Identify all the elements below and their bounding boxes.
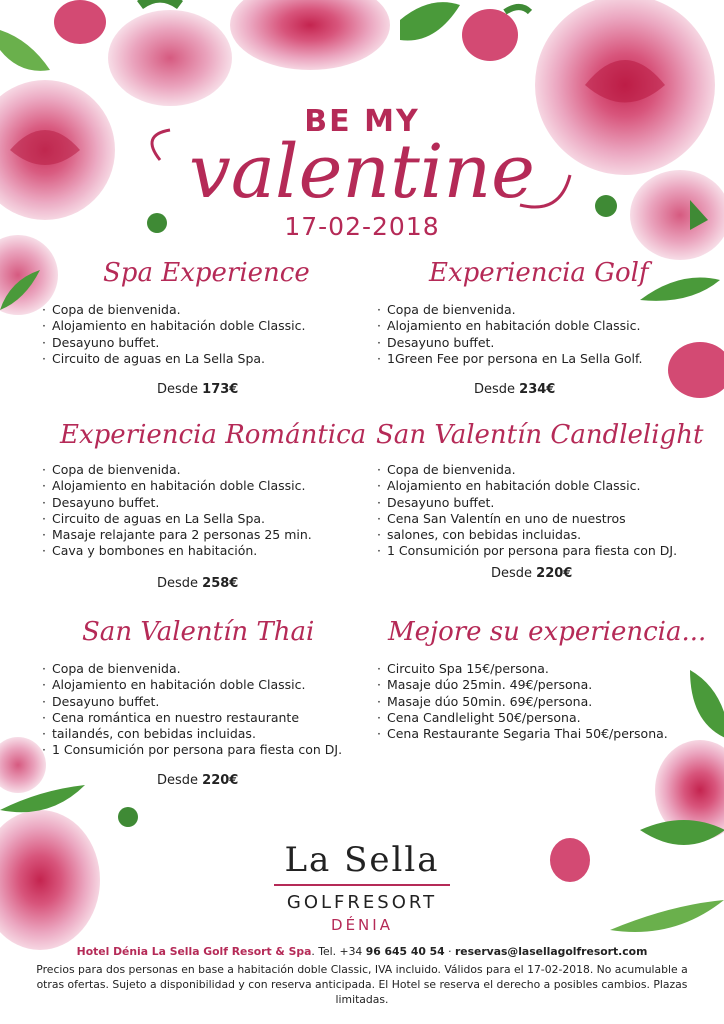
list-item: · Copa de bienvenida. bbox=[42, 661, 342, 677]
list-item: · Cena Restaurante Segaria Thai 50€/persona. bbox=[377, 726, 668, 742]
section-list-candlelight bbox=[377, 462, 677, 560]
tel-label: . Tel. +34 bbox=[311, 945, 366, 958]
section-title-mejore: Mejore su experiencia... bbox=[388, 617, 707, 647]
list-item: · Alojamiento en habitación doble Classic. bbox=[42, 677, 342, 693]
price-label: Desde bbox=[157, 576, 199, 591]
list-item: · salones, con bebidas incluidas. bbox=[377, 527, 677, 543]
price-value: 173€ bbox=[202, 382, 239, 397]
list-item: · tailandés, con bebidas incluidas. bbox=[42, 726, 342, 742]
section-title-candlelight: San Valentín Candlelight bbox=[376, 420, 704, 450]
disclaimer-text: Precios para dos personas en base a habitación doble Classic, IVA incluido. Válidos para el 17-02-2018. No acumulable a otras ofertas. Sujeto a disponibilidad y con reserva anticipada. El Hotel se reserva el derecho a posibles cambios. Plazas limitadas. bbox=[36, 963, 688, 1006]
be-my-heading: BE MY bbox=[304, 104, 420, 139]
list-item: · Alojamiento en habitación doble Classic. bbox=[42, 478, 312, 494]
contact-line bbox=[0, 945, 724, 958]
list-item: · Masaje dúo 50min. 69€/persona. bbox=[377, 694, 668, 710]
price-value: 220€ bbox=[202, 773, 239, 788]
list-item: · 1 Consumición por persona para fiesta con DJ. bbox=[377, 543, 677, 559]
event-date: 17-02-2018 bbox=[284, 212, 440, 241]
resort-logo-golfresort: GOLFRESORT bbox=[286, 892, 438, 913]
list-item: · Desayuno buffet. bbox=[42, 335, 305, 351]
rose-top-center-left bbox=[108, 0, 232, 106]
list-item: · Masaje relajante para 2 personas 25 min. bbox=[42, 527, 312, 543]
list-item: · Circuito Spa 15€/persona. bbox=[377, 661, 668, 677]
resort-logo-name: La Sella bbox=[284, 840, 440, 880]
section-list-romantica bbox=[42, 462, 312, 560]
price-romantica bbox=[157, 576, 238, 591]
list-item: · Desayuno buffet. bbox=[377, 495, 677, 511]
section-list-golf bbox=[377, 302, 642, 367]
price-label: Desde bbox=[474, 382, 516, 397]
rose-right-bud bbox=[668, 342, 724, 398]
section-list-mejore bbox=[377, 661, 668, 742]
section-title-golf: Experiencia Golf bbox=[429, 258, 649, 288]
list-item: · Alojamiento en habitación doble Classic. bbox=[377, 478, 677, 494]
list-item: · Masaje dúo 25min. 49€/persona. bbox=[377, 677, 668, 693]
list-item: · Alojamiento en habitación doble Classic. bbox=[377, 318, 642, 334]
list-item: · Cava y bombones en habitación. bbox=[42, 543, 312, 559]
section-title-romantica: Experiencia Romántica bbox=[60, 420, 367, 450]
leaf-top bbox=[400, 2, 460, 40]
valentine-heading: valentine bbox=[189, 129, 535, 215]
price-candlelight bbox=[491, 566, 572, 581]
price-label: Desde bbox=[491, 566, 533, 581]
leaf-right bbox=[640, 278, 720, 301]
section-title-spa: Spa Experience bbox=[103, 258, 310, 288]
rose-bud-top bbox=[462, 7, 530, 61]
phone-link[interactable]: 96 645 40 54 bbox=[365, 945, 445, 958]
hotel-name: Hotel Dénia La Sella Golf Resort & Spa bbox=[76, 945, 312, 958]
list-item: · 1Green Fee por persona en La Sella Golf. bbox=[377, 351, 642, 367]
email-separator: · bbox=[444, 945, 455, 958]
list-item: · Desayuno buffet. bbox=[377, 335, 642, 351]
berry-bottom-left bbox=[118, 807, 138, 827]
list-item: · Desayuno buffet. bbox=[42, 495, 312, 511]
email-link[interactable]: reservas@lasellagolfresort.com bbox=[454, 945, 648, 958]
price-label: Desde bbox=[157, 382, 199, 397]
section-title-thai: San Valentín Thai bbox=[82, 617, 315, 647]
list-item: · 1 Consumición por persona para fiesta con DJ. bbox=[42, 742, 342, 758]
leaf-top-left bbox=[0, 30, 50, 71]
list-item: · Alojamiento en habitación doble Classic. bbox=[42, 318, 305, 334]
list-item: · Copa de bienvenida. bbox=[42, 302, 305, 318]
section-list-spa bbox=[42, 302, 305, 367]
list-item: · Cena Candlelight 50€/persona. bbox=[377, 710, 668, 726]
logo-divider bbox=[274, 884, 450, 886]
list-item: · Circuito de aguas en La Sella Spa. bbox=[42, 511, 312, 527]
price-value: 258€ bbox=[202, 576, 239, 591]
list-item: · Desayuno buffet. bbox=[42, 694, 342, 710]
price-value: 234€ bbox=[519, 382, 556, 397]
price-value: 220€ bbox=[536, 566, 573, 581]
resort-logo-city: DÉNIA bbox=[331, 916, 393, 934]
list-item: · Copa de bienvenida. bbox=[377, 462, 677, 478]
list-item: · Copa de bienvenida. bbox=[42, 462, 312, 478]
list-item: · Copa de bienvenida. bbox=[377, 302, 642, 318]
list-item: · Cena San Valentín en uno de nuestros bbox=[377, 511, 677, 527]
section-list-thai bbox=[42, 661, 342, 759]
rose-top-center bbox=[230, 0, 390, 70]
price-golf bbox=[474, 382, 555, 397]
list-item: · Cena romántica en nuestro restaurante bbox=[42, 710, 342, 726]
list-item: · Circuito de aguas en La Sella Spa. bbox=[42, 351, 305, 367]
price-label: Desde bbox=[157, 773, 199, 788]
price-spa bbox=[157, 382, 238, 397]
rose-bottom-left-small bbox=[0, 737, 46, 793]
rose-bud-top-left bbox=[54, 0, 106, 44]
price-thai bbox=[157, 773, 238, 788]
leaf-bottom-right-top bbox=[690, 670, 724, 740]
